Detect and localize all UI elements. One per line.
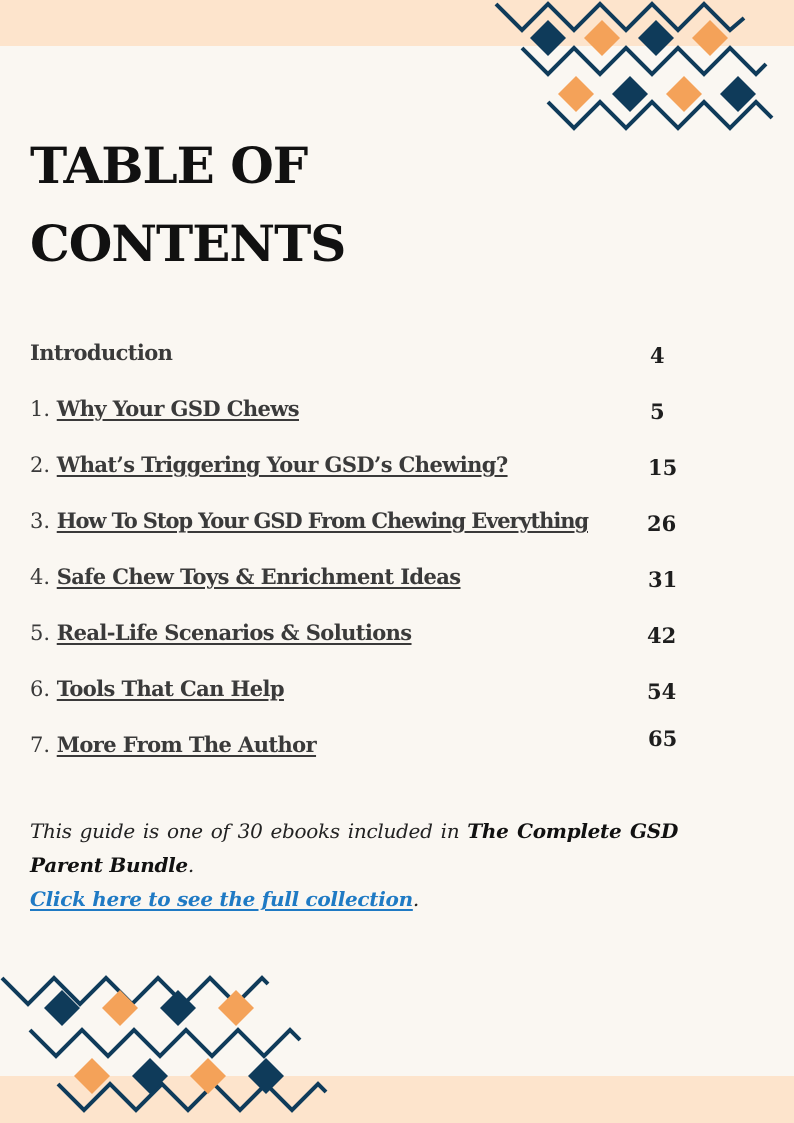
- toc-entry-page: 4: [650, 343, 665, 368]
- page-title-line-2: CONTENTS: [30, 214, 346, 273]
- toc-entry-number: 3.: [30, 509, 51, 533]
- toc-entry-link[interactable]: How To Stop Your GSD From Chewing Everything: [56, 508, 588, 533]
- toc-entry-number: 2.: [30, 453, 51, 477]
- toc-entry-link[interactable]: Why Your GSD Chews: [56, 396, 299, 421]
- page-title-line-1: TABLE OF: [30, 136, 308, 195]
- toc-entry-introduction[interactable]: [30, 340, 730, 374]
- toc-entry-number: 1.: [30, 397, 51, 421]
- toc-entry-number: 6.: [30, 677, 51, 701]
- toc-entry-4[interactable]: [30, 564, 730, 598]
- toc-entry-3[interactable]: [30, 508, 730, 542]
- toc-entry-7[interactable]: [30, 726, 730, 766]
- bundle-note-text: This guide is one of 30 ebooks included in: [30, 819, 468, 843]
- toc-entry-link[interactable]: More From The Author: [56, 732, 317, 757]
- full-collection-link-suffix: .: [412, 887, 419, 911]
- full-collection-link[interactable]: Click here to see the full collection: [30, 887, 413, 911]
- toc-entry-link[interactable]: Real-Life Scenarios & Solutions: [56, 620, 412, 645]
- toc-entry-number: 7.: [30, 733, 51, 757]
- toc-entry-number: 5.: [30, 621, 51, 645]
- toc-entry-page: 42: [647, 623, 677, 648]
- diamond-ornament-top-icon: [494, 0, 774, 135]
- toc-entry-link[interactable]: What’s Triggering Your GSD’s Chewing?: [56, 452, 508, 477]
- toc-entry-1[interactable]: [30, 396, 730, 430]
- toc-entry-page: 31: [648, 567, 678, 592]
- toc-entry-page: 54: [647, 679, 677, 704]
- toc-entry-page: 65: [648, 726, 678, 751]
- diamond-ornament-bottom-icon: [0, 970, 330, 1120]
- toc-entry-label: Introduction: [30, 340, 173, 365]
- toc-entry-2[interactable]: [30, 452, 730, 486]
- toc-entry-page: 15: [648, 455, 678, 480]
- bundle-name: The Complete GSD Parent Bundle: [30, 819, 678, 877]
- toc-entry-6[interactable]: [30, 676, 730, 710]
- page-title: [30, 127, 345, 283]
- toc-entry-link[interactable]: Safe Chew Toys & Enrichment Ideas: [56, 564, 461, 589]
- bundle-note: [30, 814, 678, 916]
- toc-entry-page: 5: [650, 399, 665, 424]
- toc-entry-number: 4.: [30, 565, 51, 589]
- toc-entry-5[interactable]: [30, 620, 730, 654]
- bundle-note-period: .: [187, 853, 194, 877]
- toc-entry-page: 26: [647, 511, 677, 536]
- toc-entry-link[interactable]: Tools That Can Help: [56, 676, 284, 701]
